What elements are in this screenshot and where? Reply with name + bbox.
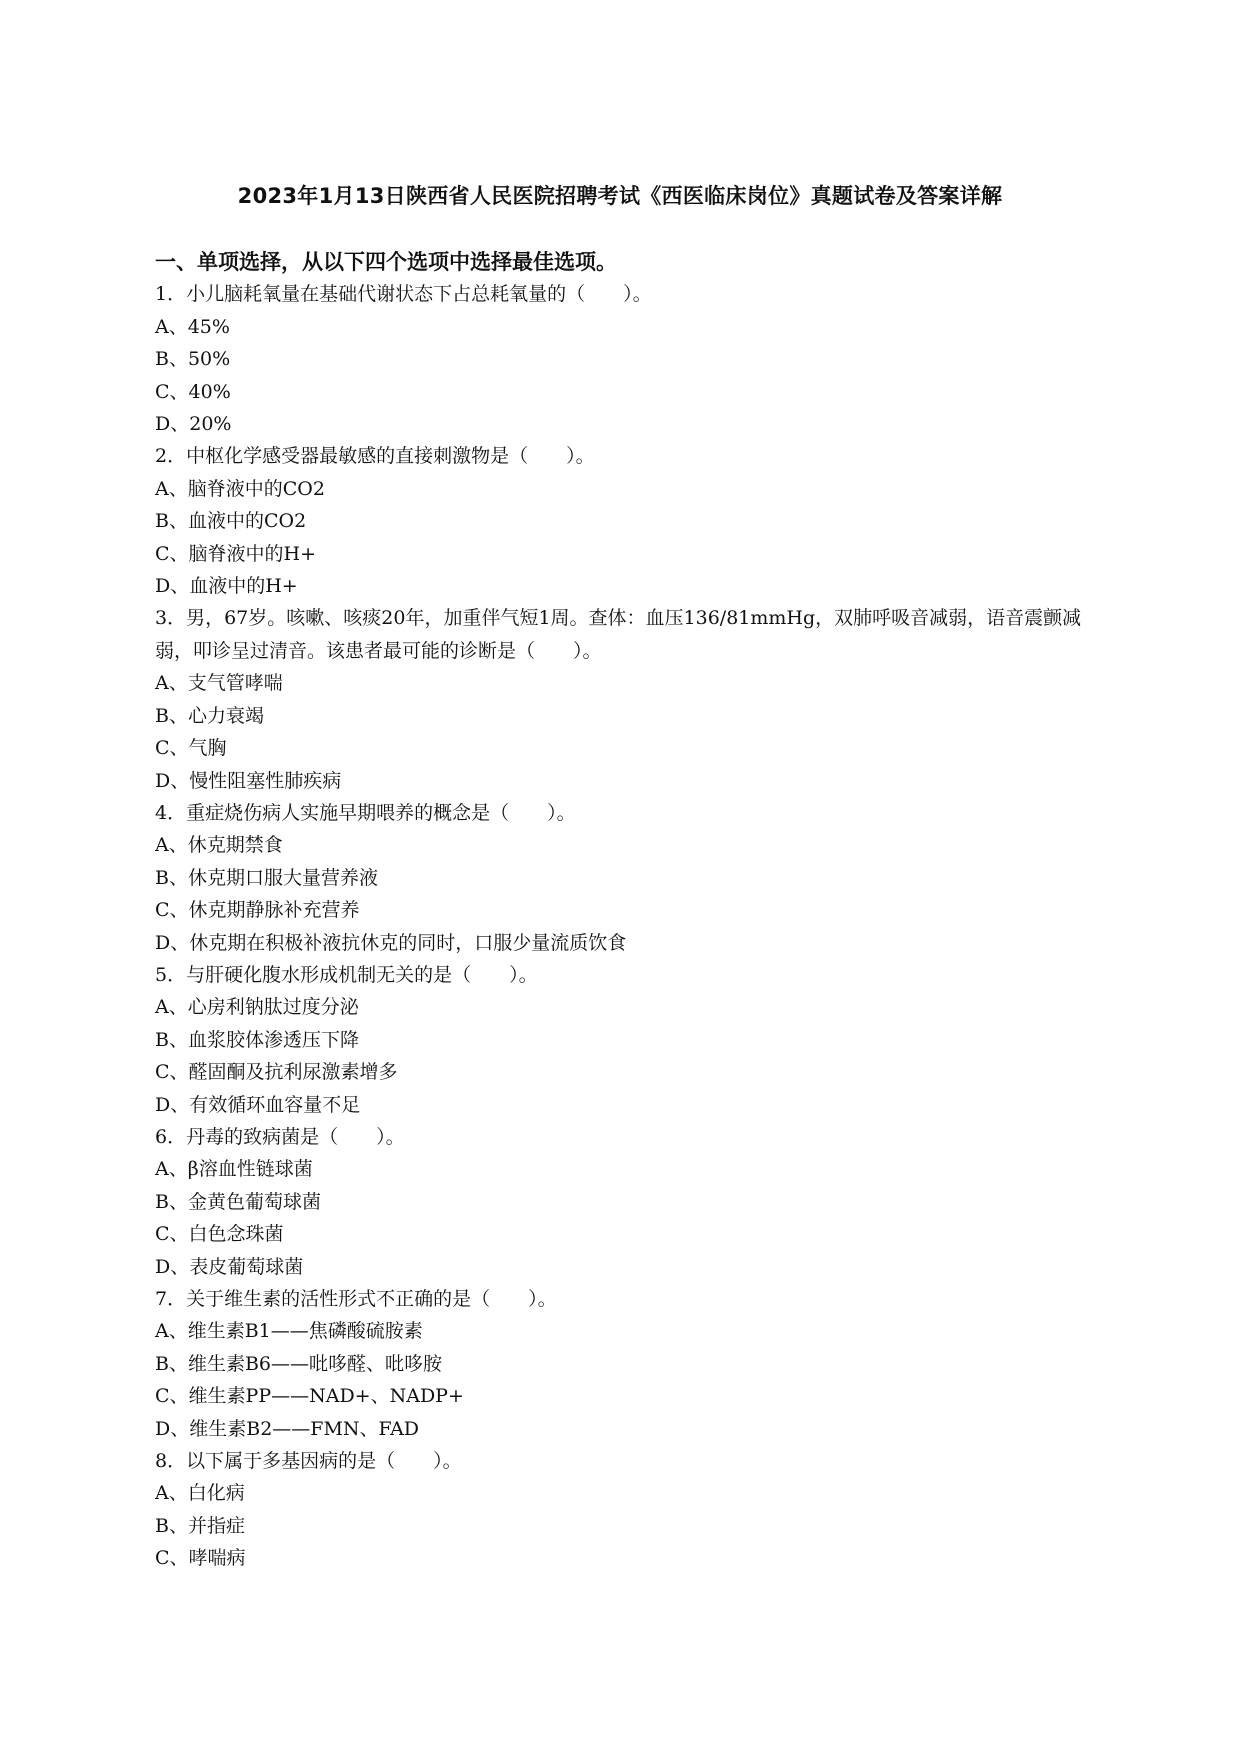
option-a: A、β溶血性链球菌 <box>155 1158 313 1181</box>
question-2 <box>155 440 1095 602</box>
option-a: A、脑脊液中的CO2 <box>155 477 325 500</box>
question-text: 2．中枢化学感受器最敏感的直接刺激物是（ ）。 <box>155 445 595 468</box>
document-title: 2023年1月13日陕西省人民医院招聘考试《西医临床岗位》真题试卷及答案详解 <box>237 184 1003 208</box>
option-d: D、20% <box>155 413 232 436</box>
option-d: D、有效循环血容量不足 <box>155 1093 361 1116</box>
option-c: C、脑脊液中的H+ <box>155 542 317 565</box>
question-text: 4．重症烧伤病人实施早期喂养的概念是（ ）。 <box>155 801 576 824</box>
option-d: D、慢性阻塞性肺疾病 <box>155 769 342 792</box>
option-d: D、血液中的H+ <box>155 575 298 598</box>
option-d: D、表皮葡萄球菌 <box>155 1255 304 1278</box>
option-c: C、气胸 <box>155 737 227 760</box>
option-b: B、维生素B6——吡哆醛、吡哆胺 <box>155 1352 443 1375</box>
option-a: A、心房利钠肽过度分泌 <box>155 996 359 1019</box>
option-b: B、血浆胶体渗透压下降 <box>155 1028 359 1051</box>
option-b: B、血液中的CO2 <box>155 510 307 533</box>
question-7 <box>155 1283 1095 1445</box>
document-body <box>155 246 1095 1575</box>
question-3 <box>155 602 1095 796</box>
question-text: 7．关于维生素的活性形式不正确的是（ ）。 <box>155 1288 557 1310</box>
option-d: D、维生素B2——FMN、FAD <box>155 1417 420 1440</box>
option-c: C、哮喘病 <box>155 1547 246 1570</box>
section-heading: 一、单项选择，从以下四个选项中选择最佳选项。 <box>155 250 617 274</box>
option-b: B、50% <box>155 348 231 371</box>
option-b: B、并指症 <box>155 1514 245 1537</box>
option-a: A、休克期禁食 <box>155 834 283 857</box>
question-text: 3．男，67岁。咳嗽、咳痰20年，加重伴气短1周。查体：血压136/81mmHg，双肺呼吸音减弱，语音震颤减弱，叩诊呈过清音。该患者最可能的诊断是（ ）。 <box>155 607 1082 662</box>
question-text: 8．以下属于多基因病的是（ ）。 <box>155 1450 462 1473</box>
question-text: 5．与肝硬化腹水形成机制无关的是（ ）。 <box>155 963 538 986</box>
option-a: A、45% <box>155 315 230 338</box>
option-b: B、心力衰竭 <box>155 704 264 727</box>
option-c: C、40% <box>155 380 231 403</box>
option-c: C、维生素PP——NAD+、NADP+ <box>155 1385 464 1408</box>
option-b: B、休克期口服大量营养液 <box>155 866 378 889</box>
option-a: A、支气管哮喘 <box>155 672 283 695</box>
question-6 <box>155 1121 1095 1283</box>
option-b: B、金黄色葡萄球菌 <box>155 1190 321 1213</box>
option-c: C、白色念珠菌 <box>155 1223 284 1246</box>
question-4 <box>155 797 1095 959</box>
question-5 <box>155 959 1095 1121</box>
question-8 <box>155 1445 1095 1575</box>
question-1 <box>155 278 1095 440</box>
option-d: D、休克期在积极补液抗休克的同时，口服少量流质饮食 <box>155 931 627 954</box>
option-a: A、维生素B1——焦磷酸硫胺素 <box>155 1320 423 1343</box>
question-text: 6．丹毒的致病菌是（ ）。 <box>155 1125 405 1148</box>
question-text: 1．小儿脑耗氧量在基础代谢状态下占总耗氧量的（ ）。 <box>155 283 652 306</box>
option-a: A、白化病 <box>155 1482 245 1505</box>
option-c: C、休克期静脉补充营养 <box>155 899 360 922</box>
option-c: C、醛固酮及抗利尿激素增多 <box>155 1061 398 1084</box>
